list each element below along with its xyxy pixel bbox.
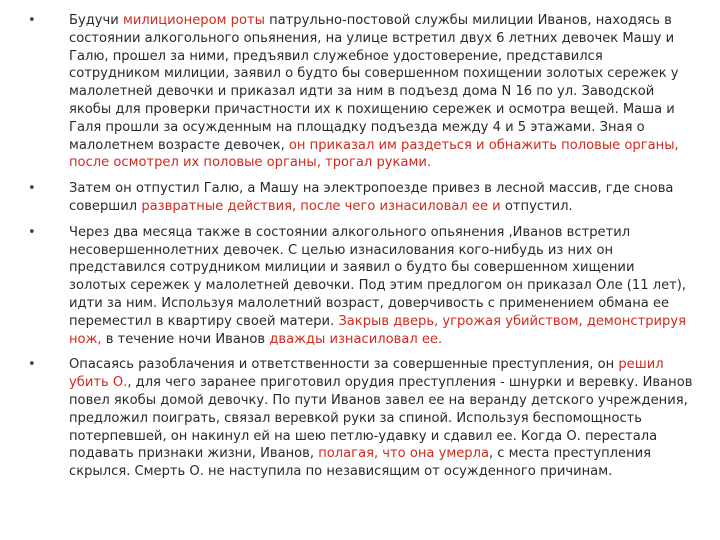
highlight-segment: решил убить О. — [69, 357, 664, 391]
paragraph-2 — [69, 181, 673, 214]
bullet-icon: • — [28, 224, 36, 240]
text-segment: Через два месяца также в состоянии алкогольного опьянения ,Иванов встретил несовершеннолетних девочек. С целью изнасилования кого-нибудь из них он представился сотрудником милиции и заявил о будто бы совершенном хищении золотых сережек у малолетней девочки. Под этим предлогом он приказал Оле (11 лет), идти за ним. Используя малолетний возраст, доверчивость с применением обмана ее переместил в квартиру своей матери. — [69, 224, 687, 329]
text-segment: Затем он отпустил Галю, а Машу на электропоезде привез в лесной массив, где снова совершил — [69, 181, 674, 214]
text-segment: Будучи — [69, 13, 123, 28]
text-segment: патрульно-постовой службы милиции Иванов, находясь в состоянии алкогольного опьянения, на улице встретил двух 6 летних девочек Машу и Галю, прошел за ними, предъявил служебное удостоверение, представился сотрудником милиции, заявил о будто бы совершенном похищении золотых сережек у малолетней девочки и приказал идти за ним в подъезд дома N 16 по ул. Заводской якобы для проверки причастности их к похищению сережек и осмотра вещей. Маша и Галя прошли за осужденным на площадку подъезда между 4 и 5 этажами. Зная о малолетнем возрасте девочек, — [69, 13, 679, 153]
highlight-segment: он приказал им раздеться и обнажить половые органы, после осмотрел их половые органы, трогал руками. — [69, 137, 679, 171]
list-item — [24, 356, 694, 481]
bullet-icon: • — [28, 357, 36, 373]
highlight-segment: дважды изнасиловал ее. — [269, 331, 443, 347]
paragraph-1 — [69, 13, 679, 170]
text-segment: отпустил. — [500, 198, 573, 214]
highlight-segment: развратные действия, после чего изнасиловал ее и — [141, 198, 501, 214]
paragraph-3 — [69, 225, 686, 347]
list-item — [24, 224, 694, 349]
list-item — [24, 180, 694, 216]
bullet-icon: • — [28, 181, 36, 197]
list-item — [24, 12, 694, 172]
text-segment: в течение ночи Иванов — [101, 331, 270, 347]
highlight-segment: полагая, что она умерла — [318, 446, 489, 462]
bullet-icon: • — [28, 13, 36, 28]
paragraph-4 — [69, 357, 692, 479]
text-segment: Опасаясь разоблачения и ответственности за совершенные преступления, он — [69, 357, 619, 373]
highlight-segment: милиционером роты — [122, 13, 265, 28]
text-segment: , для чего заранее приготовил орудия преступления - шнурки и веревку. Иванов повел якобы домой девочку. По пути Иванов завел ее на веранду детского учреждения, предложил поиграть, связал веревкой руки за спиной. Используя беспомощность потерпевшей, он накинул ей на шею петлю-удавку и сдавил ее. Когда О. перестала подавать признаки жизни, Иванов, — [69, 375, 693, 462]
text-segment: , с места преступления скрылся. Смерть О. не наступила по независящим от осужденного причинам. — [69, 446, 652, 480]
bullet-list — [24, 12, 694, 489]
highlight-segment: Закрыв дверь, угрожая убийством, демонстрируя нож, — [69, 313, 686, 347]
